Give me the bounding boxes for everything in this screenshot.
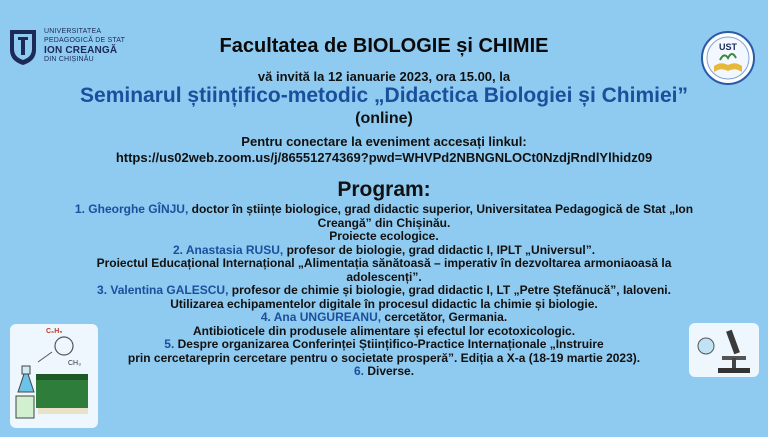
item-number: 3. [97, 283, 108, 297]
speaker-name: Valentina GALESCU, [110, 283, 229, 297]
item-number: 1. [74, 202, 85, 216]
program-list [70, 203, 698, 379]
talk-topic: Proiectul Educațional Internațional „Alimentația sănătoasă – imperativ în dezvoltarea armoniaoasă la adolescenți”. [96, 256, 672, 284]
item-number: 2. [172, 242, 183, 257]
formula-label-top: C₆H₅ [46, 328, 63, 335]
speaker-role: profesor de chimie și biologie, grad didactic I, LT „Petre Ștefănucă”, Ialoveni. [231, 283, 671, 297]
talk-topic: Antibioticele din produsele alimentare și efectul lor ecotoxicologic. [192, 323, 576, 338]
speaker-name: Gheorghe GÎNJU, [88, 202, 189, 216]
item-text-continued: prin cercetareprin cercetare pentru o societate prosperă”. Ediția a X-a (18-19 martie 2023). [127, 350, 641, 365]
invitation-line: vă invită la 12 ianuarie 2023, ora 15.00, la [257, 69, 511, 84]
speaker-role-continued: Creangă” din Chișinău. [317, 215, 451, 230]
logo-line-4: DIN CHIȘINĂU [44, 56, 94, 63]
speaker-role: doctor în științe biologice, grad didactic superior, Universitatea Pedagogică de Stat „Ion [191, 202, 694, 216]
program-item-5 [70, 338, 698, 352]
faculty-title: Facultatea de BIOLOGIE și CHIMIE [219, 35, 549, 57]
connect-instructions: Pentru conectare la eveniment accesați linkul: [241, 134, 527, 149]
item-number: 5. [164, 337, 175, 351]
logo-line-1: UNIVERSITATEA [44, 28, 102, 35]
program-item-4 [70, 311, 698, 325]
chemistry-illustration [8, 322, 100, 430]
logo-line-3: ION CREANGĂ [44, 45, 118, 56]
online-label: (online) [355, 110, 413, 127]
item-number: 4. [260, 310, 271, 324]
speaker-name: Anastasia RUSU, [185, 242, 284, 257]
program-item-1 [70, 203, 698, 217]
speaker-role: profesor de biologie, grad didactic I, IPLT „Universul”. [286, 242, 596, 257]
item-text: Despre organizarea Conferinței Științifico-Practice Internaționale „Instruire [177, 337, 604, 351]
program-heading: Program: [337, 178, 431, 201]
formula-label-side: CH₃ [68, 360, 81, 367]
talk-topic: Proiecte ecologice. [329, 229, 439, 243]
ust-logo-text: UST [719, 42, 737, 52]
program-item-3 [70, 284, 698, 298]
program-item-2 [70, 244, 698, 258]
zoom-link[interactable]: https://us02web.zoom.us/j/86551274369?pwd=WHVPd2NBNGNLOCt0NzdjRndlYlhidz09 [115, 150, 653, 165]
item-number: 6. [353, 364, 364, 378]
speaker-name: Ana UNGUREANU, [273, 310, 382, 324]
speaker-role: cercetător, Germania. [384, 310, 508, 324]
microscope-illustration [688, 322, 760, 378]
chemistry-book-icon [8, 322, 100, 430]
talk-topic: Utilizarea echipamentelor digitale în procesul didactic la chimie și biologie. [170, 296, 598, 311]
program-item-6 [70, 365, 698, 379]
logo-line-2: PEDAGOGICĂ DE STAT [44, 36, 126, 44]
item-text: Diverse. [367, 364, 415, 378]
seminar-title: Seminarul științifico-metodic „Didactica Biologiei și Chimiei” [80, 84, 688, 107]
microscope-icon [688, 322, 760, 378]
